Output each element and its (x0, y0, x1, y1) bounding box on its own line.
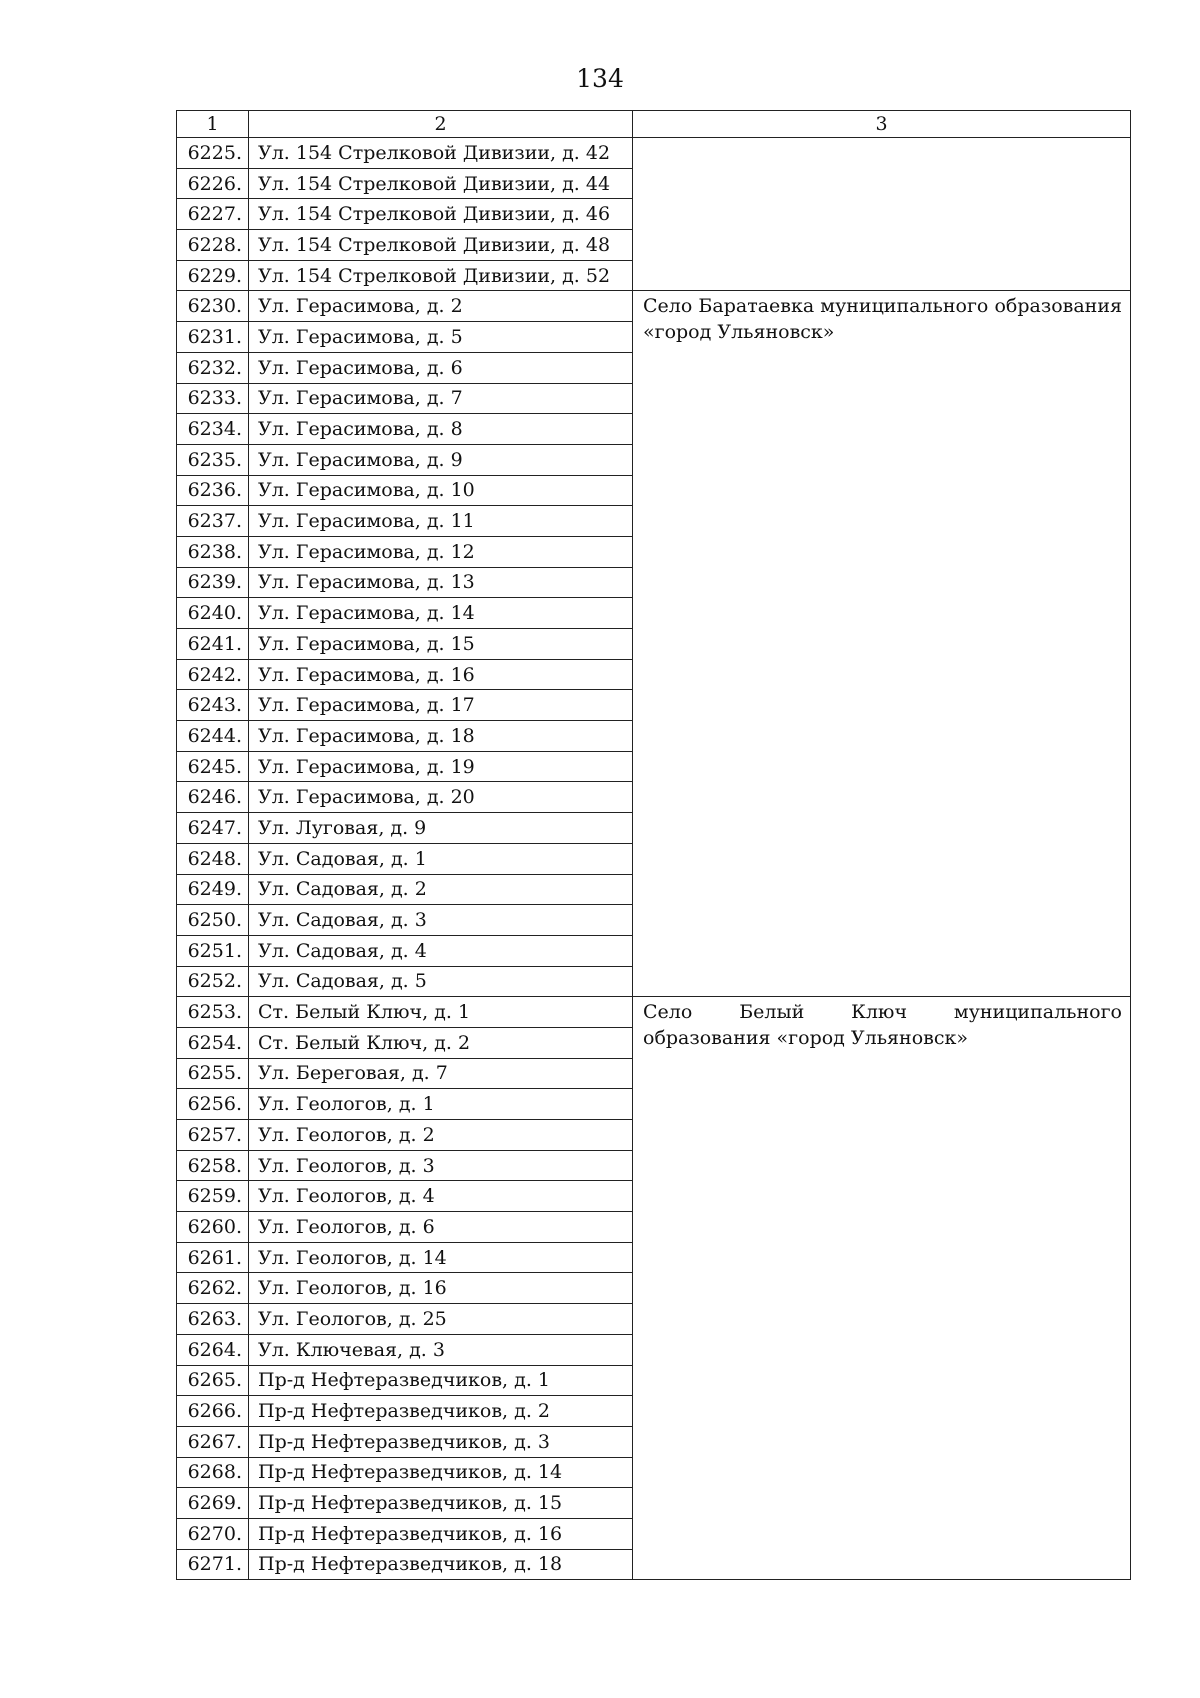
row-number: 6258. (177, 1150, 249, 1181)
row-number: 6245. (177, 751, 249, 782)
row-address: Ул. Герасимова, д. 5 (249, 322, 633, 353)
address-table (176, 110, 1131, 1580)
row-number: 6262. (177, 1273, 249, 1304)
row-number: 6237. (177, 506, 249, 537)
row-address: Ул. Садовая, д. 4 (249, 935, 633, 966)
row-number: 6257. (177, 1120, 249, 1151)
row-number: 6240. (177, 598, 249, 629)
row-number: 6269. (177, 1488, 249, 1519)
row-number: 6263. (177, 1304, 249, 1335)
row-address: Ул. Луговая, д. 9 (249, 813, 633, 844)
row-number: 6255. (177, 1058, 249, 1089)
row-number: 6268. (177, 1457, 249, 1488)
row-address: Ул. Герасимова, д. 11 (249, 506, 633, 537)
row-address: Ул. Герасимова, д. 6 (249, 352, 633, 383)
row-address: Ул. Герасимова, д. 8 (249, 414, 633, 445)
row-address: Пр-д Нефтеразведчиков, д. 1 (249, 1365, 633, 1396)
row-number: 6227. (177, 199, 249, 230)
row-address: Пр-д Нефтеразведчиков, д. 3 (249, 1426, 633, 1457)
row-number: 6265. (177, 1365, 249, 1396)
table-header-row (177, 111, 1131, 138)
row-address: Ул. 154 Стрелковой Дивизии, д. 44 (249, 168, 633, 199)
row-number: 6232. (177, 352, 249, 383)
row-number: 6246. (177, 782, 249, 813)
row-number: 6234. (177, 414, 249, 445)
row-number: 6238. (177, 536, 249, 567)
row-address: Ст. Белый Ключ, д. 1 (249, 997, 633, 1028)
row-number: 6250. (177, 905, 249, 936)
row-address: Ул. Геологов, д. 3 (249, 1150, 633, 1181)
row-address: Ул. Герасимова, д. 9 (249, 444, 633, 475)
row-address: Ул. 154 Стрелковой Дивизии, д. 52 (249, 260, 633, 291)
settlement-cell: Село Баратаевка муниципального образования «город Ульяновск» (633, 291, 1131, 997)
row-address: Ст. Белый Ключ, д. 2 (249, 1027, 633, 1058)
row-number: 6253. (177, 997, 249, 1028)
row-number: 6251. (177, 935, 249, 966)
row-address: Пр-д Нефтеразведчиков, д. 14 (249, 1457, 633, 1488)
row-number: 6249. (177, 874, 249, 905)
header-col-number: 1 (177, 111, 249, 138)
row-address: Ул. Герасимова, д. 18 (249, 721, 633, 752)
page-number: 134 (576, 64, 624, 93)
row-number: 6241. (177, 629, 249, 660)
row-address: Ул. Герасимова, д. 20 (249, 782, 633, 813)
row-address: Ул. Садовая, д. 2 (249, 874, 633, 905)
table-row (177, 138, 1131, 169)
row-number: 6228. (177, 230, 249, 261)
row-address: Ул. Герасимова, д. 14 (249, 598, 633, 629)
row-address: Ул. Герасимова, д. 16 (249, 659, 633, 690)
row-address: Ул. Береговая, д. 7 (249, 1058, 633, 1089)
row-number: 6270. (177, 1518, 249, 1549)
row-address: Ул. Геологов, д. 2 (249, 1120, 633, 1151)
row-address: Ул. Герасимова, д. 17 (249, 690, 633, 721)
row-address: Пр-д Нефтеразведчиков, д. 2 (249, 1396, 633, 1427)
row-address: Ул. Герасимова, д. 13 (249, 567, 633, 598)
table-body (177, 138, 1131, 1580)
row-address: Ул. Садовая, д. 5 (249, 966, 633, 997)
settlement-cell: Село Белый Ключ муниципального образования «город Ульяновск» (633, 997, 1131, 1580)
row-address: Пр-д Нефтеразведчиков, д. 18 (249, 1549, 633, 1580)
row-number: 6231. (177, 322, 249, 353)
row-address: Ул. Герасимова, д. 7 (249, 383, 633, 414)
table-header (177, 111, 1131, 138)
table-row (177, 291, 1131, 322)
row-number: 6225. (177, 138, 249, 169)
row-address: Ул. Садовая, д. 1 (249, 843, 633, 874)
row-number: 6254. (177, 1027, 249, 1058)
row-number: 6259. (177, 1181, 249, 1212)
row-address: Ул. 154 Стрелковой Дивизии, д. 42 (249, 138, 633, 169)
row-number: 6226. (177, 168, 249, 199)
row-number: 6233. (177, 383, 249, 414)
row-address: Ул. Садовая, д. 3 (249, 905, 633, 936)
row-address: Ул. Геологов, д. 25 (249, 1304, 633, 1335)
row-number: 6244. (177, 721, 249, 752)
row-number: 6230. (177, 291, 249, 322)
row-address: Ул. Геологов, д. 6 (249, 1212, 633, 1243)
row-number: 6264. (177, 1334, 249, 1365)
header-col-address: 2 (249, 111, 633, 138)
row-number: 6271. (177, 1549, 249, 1580)
row-address: Ул. Ключевая, д. 3 (249, 1334, 633, 1365)
row-address: Ул. Геологов, д. 4 (249, 1181, 633, 1212)
row-address: Ул. Герасимова, д. 10 (249, 475, 633, 506)
row-number: 6261. (177, 1242, 249, 1273)
row-number: 6252. (177, 966, 249, 997)
row-number: 6266. (177, 1396, 249, 1427)
header-col-settlement: 3 (633, 111, 1131, 138)
row-address: Ул. 154 Стрелковой Дивизии, д. 48 (249, 230, 633, 261)
row-address: Ул. Геологов, д. 16 (249, 1273, 633, 1304)
row-address: Пр-д Нефтеразведчиков, д. 15 (249, 1488, 633, 1519)
row-address: Пр-д Нефтеразведчиков, д. 16 (249, 1518, 633, 1549)
row-address: Ул. 154 Стрелковой Дивизии, д. 46 (249, 199, 633, 230)
row-number: 6260. (177, 1212, 249, 1243)
row-number: 6267. (177, 1426, 249, 1457)
row-address: Ул. Геологов, д. 14 (249, 1242, 633, 1273)
row-number: 6239. (177, 567, 249, 598)
row-address: Ул. Герасимова, д. 15 (249, 629, 633, 660)
row-address: Ул. Герасимова, д. 12 (249, 536, 633, 567)
settlement-cell (633, 138, 1131, 291)
row-address: Ул. Герасимова, д. 19 (249, 751, 633, 782)
row-number: 6235. (177, 444, 249, 475)
row-address: Ул. Герасимова, д. 2 (249, 291, 633, 322)
row-number: 6247. (177, 813, 249, 844)
table-row (177, 997, 1131, 1028)
row-number: 6229. (177, 260, 249, 291)
row-number: 6236. (177, 475, 249, 506)
row-number: 6242. (177, 659, 249, 690)
row-number: 6248. (177, 843, 249, 874)
row-address: Ул. Геологов, д. 1 (249, 1089, 633, 1120)
row-number: 6243. (177, 690, 249, 721)
row-number: 6256. (177, 1089, 249, 1120)
